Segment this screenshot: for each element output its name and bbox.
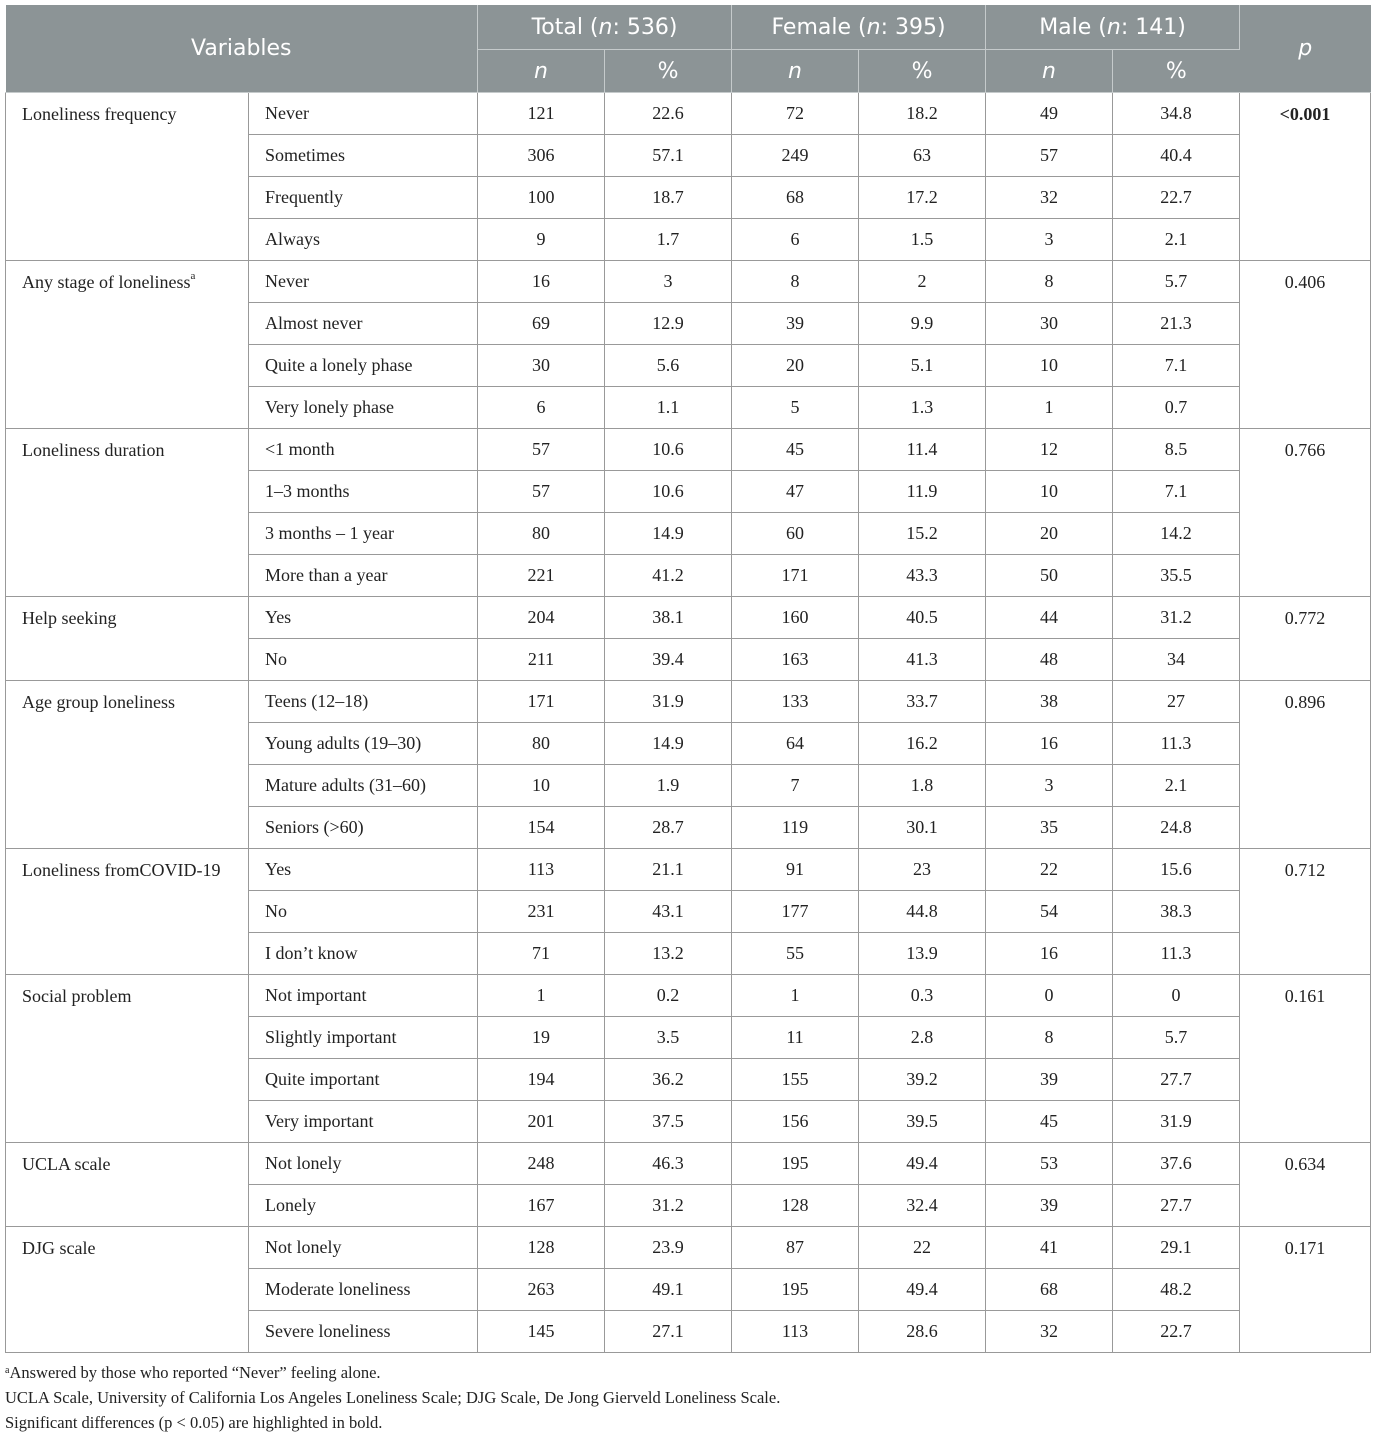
subheader-male-pct: %	[1113, 50, 1240, 93]
cell-value: 29.1	[1113, 1227, 1240, 1269]
p-value: 0.772	[1240, 597, 1371, 681]
cell-value: 68	[732, 177, 859, 219]
cell-value: 30	[478, 345, 605, 387]
cell-value: 1.9	[605, 765, 732, 807]
cell-value: 1.7	[605, 219, 732, 261]
cell-value: 1	[478, 975, 605, 1017]
cell-value: 43.1	[605, 891, 732, 933]
cell-value: 154	[478, 807, 605, 849]
subheader-female-n: n	[732, 50, 859, 93]
p-value: 0.161	[1240, 975, 1371, 1143]
cell-value: 27.1	[605, 1311, 732, 1353]
cell-value: 45	[986, 1101, 1113, 1143]
cell-value: 50	[986, 555, 1113, 597]
subheader-male-n: n	[986, 50, 1113, 93]
cell-value: 160	[732, 597, 859, 639]
variable-name: Loneliness frequency	[6, 93, 249, 261]
cell-value: 40.5	[859, 597, 986, 639]
cell-value: 0	[986, 975, 1113, 1017]
header-variables: Variables	[6, 5, 478, 93]
category-label: No	[249, 639, 478, 681]
cell-value: 14.2	[1113, 513, 1240, 555]
table-row	[6, 681, 1371, 723]
subheader-female-pct: %	[859, 50, 986, 93]
cell-value: 2	[859, 261, 986, 303]
cell-value: 10.6	[605, 429, 732, 471]
cell-value: 19	[478, 1017, 605, 1059]
cell-value: 27.7	[1113, 1185, 1240, 1227]
category-label: Not lonely	[249, 1227, 478, 1269]
cell-value: 11	[732, 1017, 859, 1059]
cell-value: 60	[732, 513, 859, 555]
category-label: Teens (12–18)	[249, 681, 478, 723]
cell-value: 46.3	[605, 1143, 732, 1185]
cell-value: 57	[986, 135, 1113, 177]
table-row	[6, 849, 1371, 891]
cell-value: 34.8	[1113, 93, 1240, 135]
category-label: Almost never	[249, 303, 478, 345]
table-notes	[5, 1360, 1370, 1435]
cell-value: 91	[732, 849, 859, 891]
table-row	[6, 261, 1371, 303]
cell-value: 2.1	[1113, 765, 1240, 807]
cell-value: 57.1	[605, 135, 732, 177]
variable-name: DJG scale	[6, 1227, 249, 1353]
cell-value: 204	[478, 597, 605, 639]
variable-name: Loneliness duration	[6, 429, 249, 597]
cell-value: 35.5	[1113, 555, 1240, 597]
cell-value: 44.8	[859, 891, 986, 933]
cell-value: 41.2	[605, 555, 732, 597]
header-total: Total (n: 536)	[478, 5, 732, 50]
cell-value: 12.9	[605, 303, 732, 345]
cell-value: 38.1	[605, 597, 732, 639]
cell-value: 15.6	[1113, 849, 1240, 891]
category-label: Mature adults (31–60)	[249, 765, 478, 807]
p-value: 0.171	[1240, 1227, 1371, 1353]
cell-value: 7.1	[1113, 345, 1240, 387]
variable-name: UCLA scale	[6, 1143, 249, 1227]
cell-value: 27	[1113, 681, 1240, 723]
cell-value: 27.7	[1113, 1059, 1240, 1101]
cell-value: 31.2	[605, 1185, 732, 1227]
table-row	[6, 597, 1371, 639]
cell-value: 71	[478, 933, 605, 975]
cell-value: 87	[732, 1227, 859, 1269]
category-label: Frequently	[249, 177, 478, 219]
cell-value: 17.2	[859, 177, 986, 219]
cell-value: 11.9	[859, 471, 986, 513]
cell-value: 49.1	[605, 1269, 732, 1311]
footnote: $^a$Answered by those who reported “Never” feeling alone.	[5, 1363, 381, 1382]
cell-value: 18.2	[859, 93, 986, 135]
p-value: 0.406	[1240, 261, 1371, 429]
cell-value: 14.9	[605, 513, 732, 555]
cell-value: 8	[732, 261, 859, 303]
cell-value: 1	[732, 975, 859, 1017]
cell-value: 49	[986, 93, 1113, 135]
cell-value: 22	[859, 1227, 986, 1269]
table-container	[5, 5, 1370, 1435]
cell-value: 119	[732, 807, 859, 849]
cell-value: 34	[1113, 639, 1240, 681]
header-female: Female (n: 395)	[732, 5, 986, 50]
cell-value: 32	[986, 1311, 1113, 1353]
cell-value: 32.4	[859, 1185, 986, 1227]
cell-value: 22.6	[605, 93, 732, 135]
abbreviations-note: UCLA Scale, University of California Los Angeles Loneliness Scale; DJG Scale, De Jong Gierveld Loneliness Scale.	[5, 1388, 781, 1407]
cell-value: 15.2	[859, 513, 986, 555]
table-body	[6, 93, 1371, 1353]
cell-value: 3.5	[605, 1017, 732, 1059]
cell-value: 249	[732, 135, 859, 177]
variable-name: Social problem	[6, 975, 249, 1143]
cell-value: 1.1	[605, 387, 732, 429]
category-label: More than a year	[249, 555, 478, 597]
cell-value: 69	[478, 303, 605, 345]
category-label: Severe loneliness	[249, 1311, 478, 1353]
cell-value: 5	[732, 387, 859, 429]
cell-value: 167	[478, 1185, 605, 1227]
cell-value: 47	[732, 471, 859, 513]
cell-value: 53	[986, 1143, 1113, 1185]
cell-value: 7.1	[1113, 471, 1240, 513]
cell-value: 121	[478, 93, 605, 135]
cell-value: 39	[986, 1059, 1113, 1101]
cell-value: 57	[478, 471, 605, 513]
cell-value: 10	[986, 471, 1113, 513]
cell-value: 1.3	[859, 387, 986, 429]
variable-name: Age group loneliness	[6, 681, 249, 849]
cell-value: 195	[732, 1143, 859, 1185]
cell-value: 54	[986, 891, 1113, 933]
table-row	[6, 429, 1371, 471]
p-value: 0.634	[1240, 1143, 1371, 1227]
table-row	[6, 975, 1371, 1017]
cell-value: 201	[478, 1101, 605, 1143]
table-row	[6, 93, 1371, 135]
cell-value: 38.3	[1113, 891, 1240, 933]
cell-value: 14.9	[605, 723, 732, 765]
cell-value: 33.7	[859, 681, 986, 723]
category-label: Sometimes	[249, 135, 478, 177]
cell-value: 63	[859, 135, 986, 177]
cell-value: 7	[732, 765, 859, 807]
cell-value: 30.1	[859, 807, 986, 849]
variable-name: Help seeking	[6, 597, 249, 681]
category-label: Not lonely	[249, 1143, 478, 1185]
cell-value: 194	[478, 1059, 605, 1101]
cell-value: 128	[478, 1227, 605, 1269]
category-label: Never	[249, 261, 478, 303]
category-label: Not important	[249, 975, 478, 1017]
category-label: 1–3 months	[249, 471, 478, 513]
cell-value: 49.4	[859, 1269, 986, 1311]
cell-value: 39.2	[859, 1059, 986, 1101]
significance-note: Significant differences (p < 0.05) are highlighted in bold.	[5, 1413, 383, 1432]
cell-value: 0.7	[1113, 387, 1240, 429]
category-label: Very important	[249, 1101, 478, 1143]
cell-value: 9	[478, 219, 605, 261]
category-label: I don’t know	[249, 933, 478, 975]
cell-value: 68	[986, 1269, 1113, 1311]
cell-value: 16	[986, 933, 1113, 975]
category-label: Quite important	[249, 1059, 478, 1101]
cell-value: 1.5	[859, 219, 986, 261]
cell-value: 171	[732, 555, 859, 597]
category-label: Yes	[249, 849, 478, 891]
cell-value: 10	[478, 765, 605, 807]
cell-value: 44	[986, 597, 1113, 639]
p-value: 0.712	[1240, 849, 1371, 975]
cell-value: 48	[986, 639, 1113, 681]
cell-value: 80	[478, 513, 605, 555]
category-label: Lonely	[249, 1185, 478, 1227]
cell-value: 11.4	[859, 429, 986, 471]
cell-value: 11.3	[1113, 933, 1240, 975]
category-label: Seniors (>60)	[249, 807, 478, 849]
cell-value: 211	[478, 639, 605, 681]
cell-value: 35	[986, 807, 1113, 849]
cell-value: 31.9	[1113, 1101, 1240, 1143]
cell-value: 195	[732, 1269, 859, 1311]
cell-value: 3	[986, 219, 1113, 261]
cell-value: 80	[478, 723, 605, 765]
cell-value: 5.1	[859, 345, 986, 387]
cell-value: 8.5	[1113, 429, 1240, 471]
cell-value: 8	[986, 1017, 1113, 1059]
cell-value: 5.6	[605, 345, 732, 387]
cell-value: 248	[478, 1143, 605, 1185]
category-label: No	[249, 891, 478, 933]
cell-value: 3	[986, 765, 1113, 807]
cell-value: 39.4	[605, 639, 732, 681]
cell-value: 48.2	[1113, 1269, 1240, 1311]
cell-value: 3	[605, 261, 732, 303]
cell-value: 155	[732, 1059, 859, 1101]
cell-value: 49.4	[859, 1143, 986, 1185]
cell-value: 18.7	[605, 177, 732, 219]
variable-name: Loneliness fromCOVID-19	[6, 849, 249, 975]
cell-value: 28.6	[859, 1311, 986, 1353]
category-label: Young adults (19–30)	[249, 723, 478, 765]
cell-value: 5.7	[1113, 1017, 1240, 1059]
category-label: Slightly important	[249, 1017, 478, 1059]
cell-value: 113	[732, 1311, 859, 1353]
p-value: 0.766	[1240, 429, 1371, 597]
cell-value: 16.2	[859, 723, 986, 765]
cell-value: 38	[986, 681, 1113, 723]
cell-value: 13.2	[605, 933, 732, 975]
subheader-total-pct: %	[605, 50, 732, 93]
cell-value: 39	[732, 303, 859, 345]
cell-value: 57	[478, 429, 605, 471]
cell-value: 1.8	[859, 765, 986, 807]
cell-value: 23	[859, 849, 986, 891]
cell-value: 177	[732, 891, 859, 933]
table-header	[6, 5, 1371, 93]
category-label: <1 month	[249, 429, 478, 471]
p-value: 0.896	[1240, 681, 1371, 849]
cell-value: 37.5	[605, 1101, 732, 1143]
cell-value: 39.5	[859, 1101, 986, 1143]
cell-value: 10	[986, 345, 1113, 387]
cell-value: 6	[478, 387, 605, 429]
cell-value: 55	[732, 933, 859, 975]
cell-value: 12	[986, 429, 1113, 471]
category-label: Moderate loneliness	[249, 1269, 478, 1311]
subheader-total-n: n	[478, 50, 605, 93]
cell-value: 5.7	[1113, 261, 1240, 303]
cell-value: 32	[986, 177, 1113, 219]
category-label: Never	[249, 93, 478, 135]
cell-value: 221	[478, 555, 605, 597]
cell-value: 2.1	[1113, 219, 1240, 261]
cell-value: 163	[732, 639, 859, 681]
cell-value: 231	[478, 891, 605, 933]
cell-value: 41	[986, 1227, 1113, 1269]
cell-value: 0	[1113, 975, 1240, 1017]
cell-value: 133	[732, 681, 859, 723]
cell-value: 100	[478, 177, 605, 219]
cell-value: 22.7	[1113, 177, 1240, 219]
cell-value: 22	[986, 849, 1113, 891]
cell-value: 1	[986, 387, 1113, 429]
cell-value: 28.7	[605, 807, 732, 849]
cell-value: 128	[732, 1185, 859, 1227]
cell-value: 21.1	[605, 849, 732, 891]
header-p: p	[1240, 5, 1371, 93]
cell-value: 145	[478, 1311, 605, 1353]
cell-value: 263	[478, 1269, 605, 1311]
cell-value: 11.3	[1113, 723, 1240, 765]
category-label: Always	[249, 219, 478, 261]
loneliness-table	[5, 5, 1371, 1353]
category-label: Quite a lonely phase	[249, 345, 478, 387]
header-male: Male (n: 141)	[986, 5, 1240, 50]
cell-value: 24.8	[1113, 807, 1240, 849]
cell-value: 45	[732, 429, 859, 471]
category-label: Very lonely phase	[249, 387, 478, 429]
cell-value: 36.2	[605, 1059, 732, 1101]
cell-value: 21.3	[1113, 303, 1240, 345]
cell-value: 31.9	[605, 681, 732, 723]
cell-value: 10.6	[605, 471, 732, 513]
cell-value: 0.3	[859, 975, 986, 1017]
cell-value: 20	[986, 513, 1113, 555]
cell-value: 9.9	[859, 303, 986, 345]
cell-value: 2.8	[859, 1017, 986, 1059]
cell-value: 0.2	[605, 975, 732, 1017]
variable-name: Any stage of loneliness$^a$	[6, 261, 249, 429]
cell-value: 22.7	[1113, 1311, 1240, 1353]
cell-value: 16	[986, 723, 1113, 765]
cell-value: 31.2	[1113, 597, 1240, 639]
cell-value: 64	[732, 723, 859, 765]
p-value: <0.001	[1240, 93, 1371, 261]
cell-value: 41.3	[859, 639, 986, 681]
table-row	[6, 1143, 1371, 1185]
cell-value: 30	[986, 303, 1113, 345]
table-row	[6, 1227, 1371, 1269]
cell-value: 16	[478, 261, 605, 303]
cell-value: 306	[478, 135, 605, 177]
cell-value: 13.9	[859, 933, 986, 975]
cell-value: 72	[732, 93, 859, 135]
cell-value: 20	[732, 345, 859, 387]
cell-value: 171	[478, 681, 605, 723]
cell-value: 40.4	[1113, 135, 1240, 177]
cell-value: 39	[986, 1185, 1113, 1227]
category-label: 3 months – 1 year	[249, 513, 478, 555]
cell-value: 156	[732, 1101, 859, 1143]
category-label: Yes	[249, 597, 478, 639]
cell-value: 23.9	[605, 1227, 732, 1269]
cell-value: 8	[986, 261, 1113, 303]
cell-value: 6	[732, 219, 859, 261]
cell-value: 43.3	[859, 555, 986, 597]
cell-value: 113	[478, 849, 605, 891]
cell-value: 37.6	[1113, 1143, 1240, 1185]
